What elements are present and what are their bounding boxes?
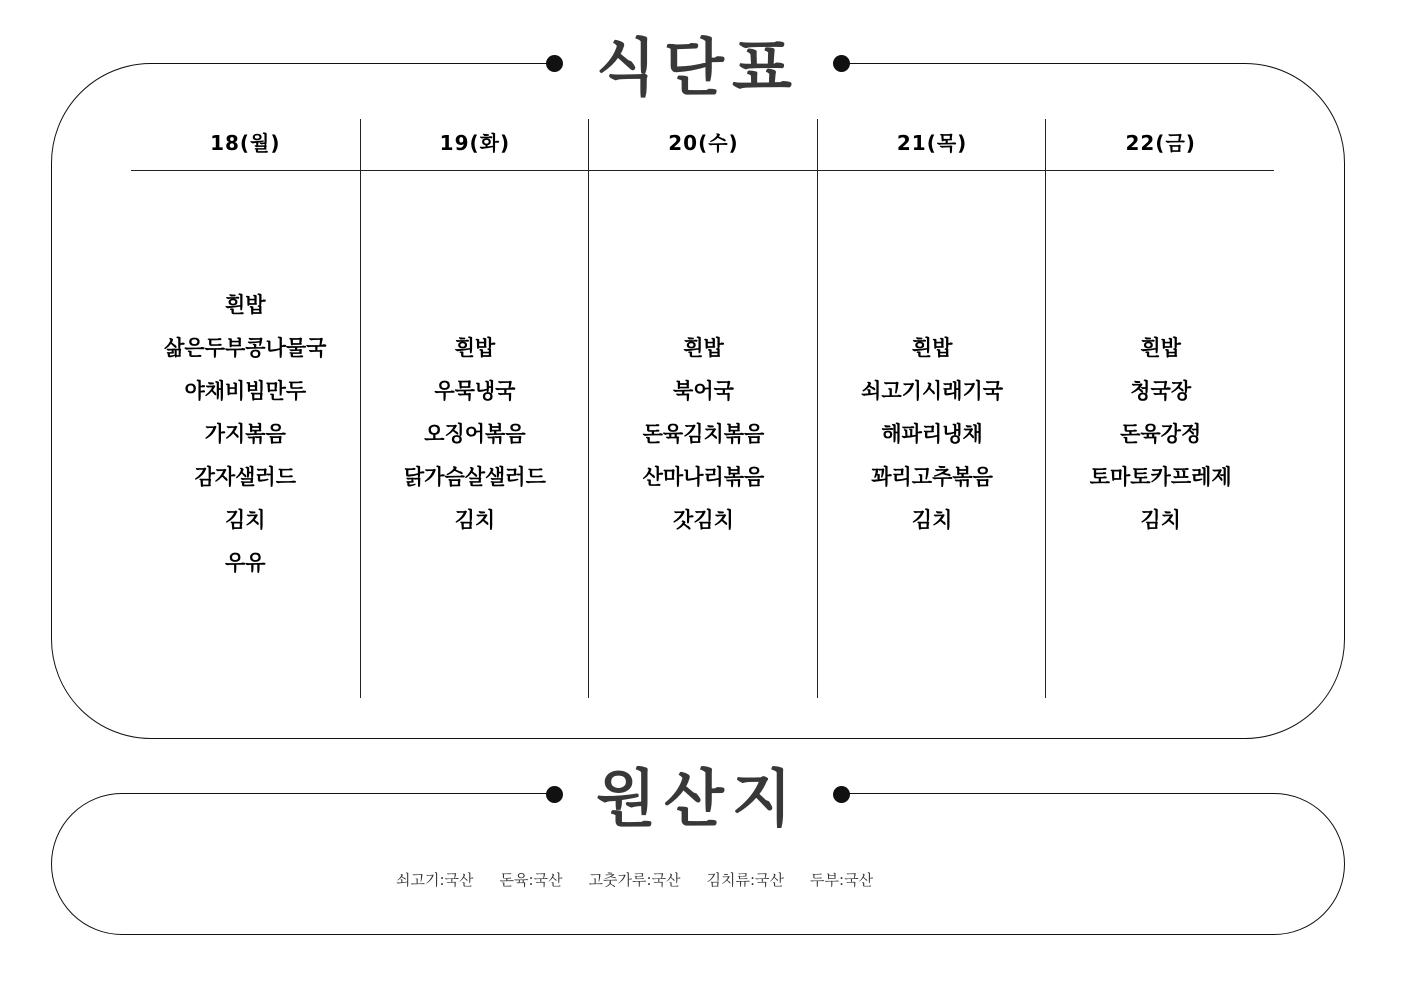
menu-item: 김치 [911,508,953,532]
menu-item: 우묵냉국 [434,379,516,403]
menu-item: 돈육김치볶음 [642,422,765,446]
menu-item: 쇠고기시래기국 [861,379,1004,403]
day-column-wed [588,119,818,698]
day-header: 21(목) [896,131,968,155]
menu-item: 꽈리고추볶음 [871,465,993,489]
menu-item: 돈육강정 [1120,422,1202,446]
origin-list [396,867,873,891]
menu-title: 식단표 [590,37,806,99]
title-left-dot [546,55,563,72]
menu-item: 갓김치 [673,508,734,532]
origin-item-pork: 돈육:국산 [499,870,563,889]
day-menu-list [361,171,590,698]
title-right-dot [833,55,850,72]
origin-title: 원산지 [590,768,806,830]
menu-item: 북어국 [673,379,734,403]
day-column-mon [131,119,360,698]
origin-item-kimchi: 김치류:국산 [706,870,785,889]
menu-item: 야채비빔만두 [184,379,307,403]
menu-item: 흰밥 [911,336,953,360]
menu-item: 산마나리볶음 [642,465,765,489]
menu-item: 김치 [225,508,266,532]
menu-item: 해파리냉채 [881,422,983,446]
menu-table [131,119,1274,698]
title-right-dot [833,786,850,803]
day-menu-list [818,171,1047,698]
menu-item: 김치 [454,508,496,532]
menu-item: 흰밥 [683,336,724,360]
day-header: 19(화) [439,131,511,155]
menu-item: 청국장 [1130,379,1192,403]
menu-item: 우유 [225,551,266,575]
day-column-tue [360,119,590,698]
menu-item: 오징어볶음 [424,422,526,446]
menu-item: 김치 [1140,508,1181,532]
day-menu-list [1046,171,1275,698]
menu-item: 감자샐러드 [194,465,297,489]
origin-item-beef: 쇠고기:국산 [396,870,474,889]
title-left-dot [546,786,563,803]
day-column-fri [1045,119,1275,698]
day-menu-list [131,171,360,698]
menu-item: 삶은두부콩나물국 [164,336,327,360]
day-header: 22(금) [1125,131,1196,155]
menu-item: 흰밥 [454,336,496,360]
menu-item: 흰밥 [225,293,266,317]
day-column-thu [817,119,1047,698]
day-header: 20(수) [668,131,739,155]
origin-item-chili-powder: 고춧가루:국산 [588,870,681,889]
menu-item: 가지볶음 [204,422,286,446]
menu-item: 닭가슴살샐러드 [403,465,546,489]
menu-item: 토마토카프레제 [1089,465,1232,489]
day-header: 18(월) [210,131,281,155]
day-menu-list [589,171,818,698]
menu-item: 흰밥 [1140,336,1181,360]
origin-item-tofu: 두부:국산 [810,870,874,889]
